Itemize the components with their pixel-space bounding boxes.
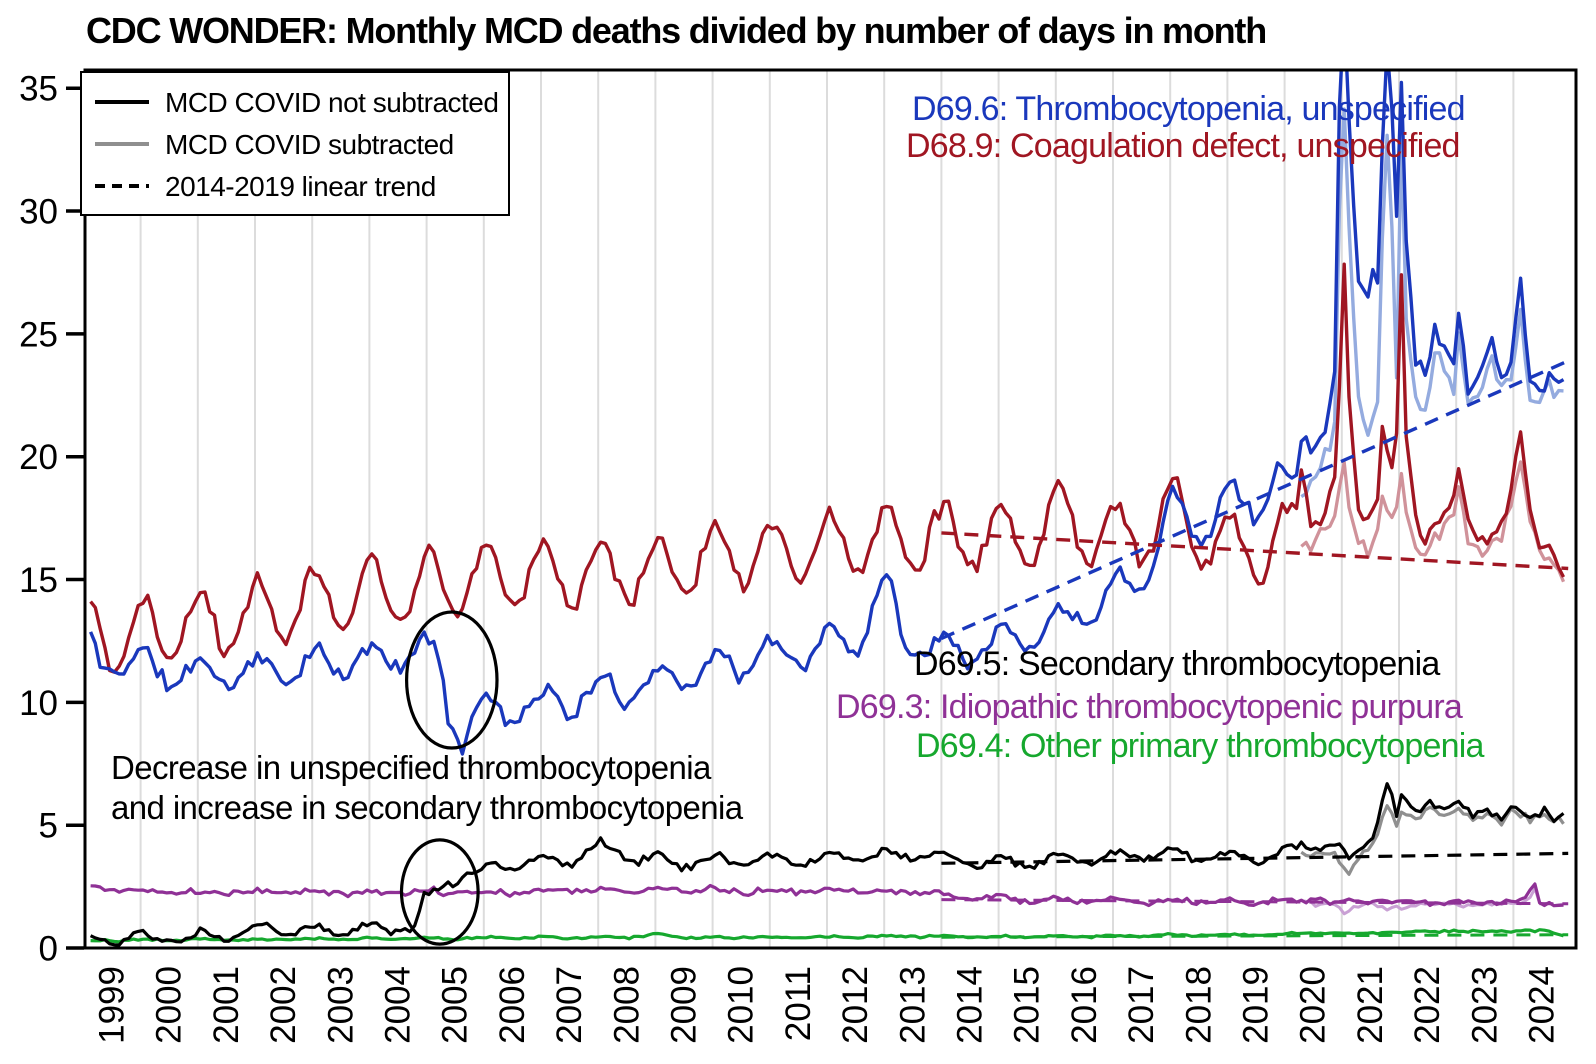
annotation-d695: D69.5: Secondary thrombocytopenia bbox=[914, 645, 1440, 683]
x-tick-label: 2009 bbox=[664, 966, 704, 1044]
x-tick-label: 2005 bbox=[435, 966, 475, 1044]
annotation-d693: D69.3: Idiopathic thrombocytopenic purpura bbox=[836, 688, 1463, 726]
trend_d696 bbox=[941, 361, 1568, 639]
solid-black-line-icon bbox=[94, 94, 150, 112]
y-tick-label: 15 bbox=[19, 561, 58, 600]
x-tick-label: 2006 bbox=[492, 966, 532, 1044]
x-tick-label: 2021 bbox=[1350, 966, 1390, 1044]
x-tick-label: 1999 bbox=[92, 966, 132, 1044]
y-axis bbox=[19, 70, 84, 969]
annotation-note-line1: Decrease in unspecified thrombocytopenia bbox=[111, 749, 711, 786]
annotation-d689: D68.9: Coagulation defect, unspecified bbox=[906, 127, 1460, 165]
series-d689_sub bbox=[1301, 462, 1563, 582]
x-tick-label: 2018 bbox=[1179, 966, 1219, 1044]
annotation-d694: D69.4: Other primary thrombocytopenia bbox=[916, 727, 1484, 765]
annotation-d696: D69.6: Thrombocytopenia, unspecified bbox=[912, 90, 1465, 128]
x-tick-label: 2019 bbox=[1236, 966, 1276, 1044]
legend-item-trend bbox=[94, 166, 508, 208]
legend bbox=[80, 71, 510, 216]
x-tick-label: 2002 bbox=[264, 966, 304, 1044]
legend-label: MCD COVID subtracted bbox=[165, 128, 454, 160]
x-tick-label: 2022 bbox=[1408, 966, 1448, 1044]
y-tick-label: 30 bbox=[19, 192, 58, 232]
legend-item-not-subtracted bbox=[94, 82, 508, 124]
legend-item-subtracted bbox=[94, 124, 508, 166]
dashed-black-line-icon bbox=[94, 178, 150, 196]
solid-gray-line-icon bbox=[94, 136, 150, 154]
x-tick-label: 2014 bbox=[950, 966, 990, 1044]
annotation-note bbox=[111, 748, 743, 828]
legend-label: MCD COVID not subtracted bbox=[165, 86, 499, 118]
y-tick-label: 10 bbox=[19, 683, 58, 723]
x-tick-label: 2001 bbox=[206, 966, 246, 1044]
x-tick-label: 2007 bbox=[550, 966, 590, 1044]
x-tick-label: 2000 bbox=[149, 966, 189, 1044]
chart-title: CDC WONDER: Monthly MCD deaths divided by number of days in month bbox=[86, 10, 1267, 51]
x-tick-label: 2013 bbox=[893, 966, 933, 1044]
x-tick-label: 2012 bbox=[836, 966, 876, 1044]
x-tick-label: 2008 bbox=[607, 966, 647, 1044]
x-tick-label: 2011 bbox=[778, 966, 818, 1042]
x-axis bbox=[93, 966, 1562, 1044]
x-tick-label: 2024 bbox=[1522, 966, 1562, 1044]
x-tick-label: 2020 bbox=[1293, 966, 1333, 1044]
x-tick-label: 2016 bbox=[1064, 966, 1104, 1044]
legend-label: 2014-2019 linear trend bbox=[165, 170, 436, 202]
x-tick-label: 2017 bbox=[1122, 966, 1162, 1044]
x-tick-label: 2023 bbox=[1465, 966, 1505, 1044]
y-tick-label: 35 bbox=[19, 69, 58, 109]
y-tick-label: 0 bbox=[38, 929, 58, 969]
y-tick-label: 5 bbox=[38, 806, 58, 846]
x-tick-label: 2010 bbox=[721, 966, 761, 1044]
x-tick-label: 2004 bbox=[378, 966, 418, 1044]
y-tick-label: 25 bbox=[19, 315, 58, 355]
x-tick-label: 2003 bbox=[321, 966, 361, 1044]
annotation-note-line2: and increase in secondary thrombocytopenia bbox=[111, 789, 743, 826]
y-tick-label: 20 bbox=[19, 438, 58, 478]
x-tick-label: 2015 bbox=[1007, 966, 1047, 1044]
